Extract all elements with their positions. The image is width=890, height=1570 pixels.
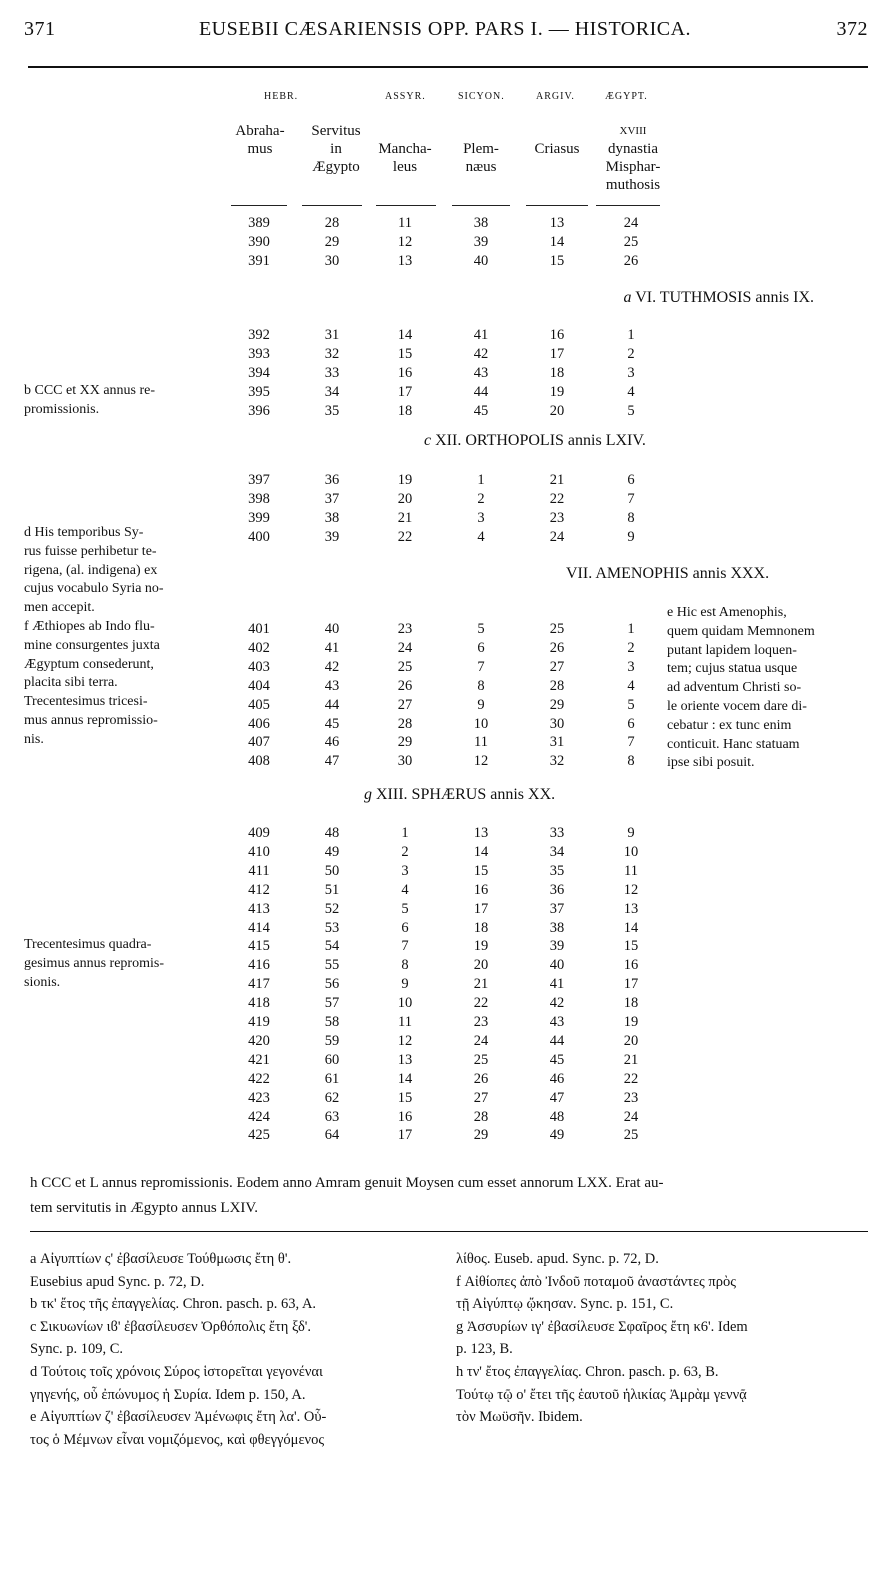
table-cell: 420: [248, 1032, 270, 1049]
table-cell: 26: [473, 1070, 489, 1087]
reign-marker-c: c XII. ORTHOPOLIS annis LXIV.: [424, 432, 646, 449]
table-cell: 60: [324, 1051, 340, 1068]
table-cell: 5: [627, 402, 635, 419]
footnote-line: g Ἀσσυρίων ιγ' ἐβασίλευσε Σφαῖρος ἔτη κ6'. Idem: [456, 1318, 748, 1335]
table-cell: 9: [627, 528, 635, 545]
table-cell: 20: [397, 490, 413, 507]
table-cell: 1: [627, 621, 635, 637]
table-cell: 11: [398, 215, 412, 231]
table-cell: 44: [324, 696, 340, 713]
table-cell: 11: [624, 862, 638, 879]
table-cell: 14: [623, 919, 639, 936]
table-cell: 45: [473, 402, 489, 419]
table-cell: 25: [397, 658, 413, 675]
page-number-right: 372: [836, 18, 868, 40]
table-cell: 412: [248, 881, 270, 898]
table-cell: 23: [397, 621, 413, 637]
table-cell: 41: [549, 976, 565, 993]
table-cell: 38: [549, 919, 565, 936]
table-cell: 35: [324, 402, 340, 419]
footnote-line: Τούτῳ τῷ ο' ἔτει τῆς ἑαυτοῦ ἡλικίας Ἀμρὰμ γεννᾷ: [456, 1386, 747, 1403]
table-cell: 17: [549, 345, 565, 362]
table-cell: 44: [473, 383, 489, 400]
table-cell: 30: [549, 715, 565, 732]
col-head-assyr: ASSYR.: [385, 91, 426, 102]
table-cell: 63: [324, 1108, 340, 1125]
table-cell: 32: [324, 345, 340, 362]
table-cell: 44: [549, 1032, 565, 1049]
table-cell: 1: [627, 327, 635, 343]
table-cell: 61: [324, 1070, 340, 1087]
table-cell: 418: [248, 995, 270, 1012]
table-cell: 34: [324, 383, 340, 400]
table-cell: 31: [549, 734, 565, 751]
table-cell: 37: [549, 900, 565, 917]
footnote-line: Eusebius apud Sync. p. 72, D.: [30, 1273, 205, 1290]
table-cell: 38: [473, 215, 489, 231]
header-dash: [596, 205, 660, 206]
table-cell: 398: [248, 490, 270, 507]
table-cell: 53: [324, 919, 340, 936]
table-cell: 4: [627, 677, 635, 694]
table-cell: 43: [473, 364, 489, 381]
table-cell: 22: [397, 528, 413, 545]
table-cell: 24: [623, 215, 639, 231]
table-cell: 17: [623, 976, 639, 993]
table-cell: 47: [549, 1089, 565, 1106]
table-cell: 1: [477, 472, 485, 488]
table-cell: 32: [549, 753, 565, 770]
table-cell: 8: [627, 509, 635, 526]
table-cell: 49: [324, 843, 340, 860]
table-cell: 49: [549, 1127, 565, 1144]
table-cell: 18: [473, 919, 489, 936]
table-cell: 30: [397, 753, 413, 770]
table-cell: 27: [473, 1089, 489, 1106]
table-cell: 28: [473, 1108, 489, 1125]
table-cell: 15: [623, 938, 639, 955]
footnote-line: e Αἰγυπτίων ζ' ἐβασίλευσεν Ἀμένωφις ἔτη λα'. Οὗ-: [30, 1409, 327, 1426]
table-cell: 421: [248, 1051, 270, 1068]
footnote-line: τῇ Αἰγύπτῳ ᾤκησαν. Sync. p. 151, C.: [456, 1296, 674, 1313]
table-cell: 51: [324, 881, 340, 898]
table-cell: 3: [477, 509, 485, 526]
table-cell: 29: [397, 734, 413, 751]
table-cell: 393: [248, 345, 270, 362]
header-rule: [28, 66, 868, 68]
header-dash: [376, 205, 436, 206]
table-cell: 22: [549, 490, 565, 507]
col-name-criasus: Criasus: [534, 141, 580, 157]
table-cell: 33: [549, 825, 565, 841]
table-cell: 422: [248, 1070, 270, 1087]
table-cell: 414: [248, 919, 270, 936]
table-cell: 3: [627, 364, 635, 381]
table-cell: 26: [623, 252, 639, 269]
table-cell: 22: [623, 1070, 639, 1087]
reign-marker-vii: VII. AMENOPHIS annis XXX.: [566, 565, 770, 582]
table-cell: 25: [549, 621, 565, 637]
table-cell: 45: [324, 715, 340, 732]
table-cell: 13: [397, 1051, 413, 1068]
table-cell: 28: [397, 715, 413, 732]
table-cell: 4: [477, 528, 485, 545]
table-cell: 25: [623, 233, 639, 250]
table-cell: 43: [549, 1014, 565, 1030]
table-cell: 407: [248, 734, 270, 751]
table-cell: 417: [248, 976, 270, 993]
table-cell: 24: [473, 1032, 489, 1049]
table-cell: 29: [473, 1127, 489, 1144]
table-cell: 5: [627, 696, 635, 713]
footnote-line: c Σικυωνίων ιϐ' ἐβασίλευσεν Ὀρθόπολις ἔτη ξδ'.: [30, 1318, 312, 1335]
table-cell: 14: [397, 327, 413, 343]
table-cell: 7: [627, 490, 635, 507]
table-cell: 29: [324, 233, 340, 250]
table-cell: 3: [627, 658, 635, 675]
reign-marker-g: g XIII. SPHÆRUS annis XX.: [364, 786, 556, 803]
footnotes-left: [30, 1248, 440, 1451]
table-cell: 5: [401, 900, 409, 917]
footnotes-right: [456, 1248, 868, 1429]
page-number-left: 371: [24, 18, 56, 40]
col-name-dynastia: XVIII dynastia Misphar- muthosis: [605, 125, 661, 193]
reign-marker-a: a VI. TUTHMOSIS annis IX.: [623, 289, 814, 306]
table-cell: 9: [401, 976, 409, 993]
table-cell: 28: [324, 215, 340, 231]
table-cell: 8: [477, 677, 485, 694]
table-cell: 410: [248, 843, 270, 860]
col-head-argiv: ARGIV.: [536, 91, 575, 102]
table-cell: 14: [549, 233, 565, 250]
margin-note-e: e Hic est Amenophis, quem quidam Memnonem putant lapidem loquen- tem; cujus statua usque ad adventum Christi so- le oriente vocem dare di- cebatur : ex tunc enim conticuit. Hanc statuam ipse sibi posuit.: [667, 605, 815, 771]
table-cell: 11: [474, 734, 488, 751]
table-cell: 3: [401, 862, 409, 879]
margin-note-b: b CCC et XX annus re- promissionis.: [24, 383, 156, 417]
footnote-line: f Αἰθίοπες ἀπὸ Ἰνδοῦ ποταμοῦ ἀναστάντες πρὸς: [456, 1273, 736, 1290]
table-cell: 400: [248, 528, 270, 545]
table-cell: 41: [324, 639, 340, 656]
table-cell: 7: [627, 734, 635, 751]
table-cell: 13: [623, 900, 639, 917]
table-cell: 39: [324, 528, 340, 545]
table-cell: 25: [473, 1051, 489, 1068]
table-cell: 20: [473, 957, 489, 974]
margin-note-d-f: d His temporibus Sy- rus fuisse perhibetur te- rigena, (al. indigena) ex cujus vocabulo Syria no- men accepit. f Æthiopes ab Indo flu- mine consurgentes juxta Ægyptum consederunt, placita sibi terra. Trecentesimus tricesi- mus annus repromissio- nis.: [24, 525, 164, 747]
header-dash: [526, 205, 588, 206]
footnote-line: τος ὁ Μέμνων εἶναι νομιζόμενος, καὶ φθεγγόμενος: [30, 1431, 325, 1448]
table-cell: 12: [397, 233, 413, 250]
footnote-line: d Τούτοις τοῖς χρόνοις Σύρος ἱστορεῖται γεγονέναι: [30, 1363, 323, 1380]
header-dash: [231, 205, 287, 206]
table-cell: 56: [324, 976, 340, 993]
table-cell: 6: [401, 919, 409, 936]
table-cell: 397: [248, 472, 270, 488]
table-cell: 38: [324, 509, 340, 526]
table-cell: 37: [324, 490, 340, 507]
footnote-rule: [30, 1231, 868, 1232]
table-cell: 47: [324, 753, 340, 770]
table-cell: 42: [549, 995, 565, 1012]
table-cell: 46: [324, 734, 340, 751]
table-cell: 13: [473, 825, 489, 841]
table-cell: 416: [248, 957, 270, 974]
table-cell: 21: [397, 509, 413, 526]
table-cell: 415: [248, 938, 270, 955]
table-cell: 8: [401, 957, 409, 974]
table-cell: 40: [324, 621, 340, 637]
table-cell: 16: [623, 957, 639, 974]
table-cell: 62: [324, 1089, 340, 1106]
table-cell: 424: [248, 1108, 270, 1125]
table-cell: 2: [477, 490, 485, 507]
table-cell: 389: [248, 215, 270, 231]
table-cell: 34: [549, 843, 565, 860]
table-cell: 33: [324, 364, 340, 381]
col-name-servitus: Servitus in Ægypto: [311, 123, 361, 175]
table-cell: 391: [248, 252, 270, 269]
table-cell: 2: [627, 345, 635, 362]
footnote-line: λίθος. Euseb. apud. Sync. p. 72, D.: [456, 1251, 659, 1267]
table-cell: 402: [248, 639, 270, 656]
table-cell: 19: [623, 1014, 639, 1030]
table-cell: 392: [248, 327, 270, 343]
table-cell: 43: [324, 677, 340, 694]
table-cell: 39: [473, 233, 489, 250]
col-name-abrahamus: Abraha- mus: [235, 123, 285, 157]
table-cell: 17: [473, 900, 489, 917]
running-title: EUSEBII CÆSARIENSIS OPP. PARS I. — HISTORICA.: [198, 18, 692, 40]
footnote-line: b τκ' ἔτος τῆς ἐπαγγελίας. Chron. pasch. p. 63, A.: [30, 1296, 317, 1313]
footnote-line: a Αἰγυπτίων ς' ἐβασίλευσε Τούθμωσις ἔτη θ'.: [30, 1251, 292, 1267]
table-cell: 26: [397, 677, 413, 694]
table-cell: 413: [248, 900, 270, 917]
table-cell: 15: [397, 345, 413, 362]
table-cell: 42: [473, 345, 489, 362]
table-cell: 13: [549, 215, 565, 231]
table-cell: 26: [549, 639, 565, 656]
col-head-aegypt: ÆGYPT.: [605, 91, 648, 102]
table-cell: 423: [248, 1089, 270, 1106]
table-cell: 13: [397, 252, 413, 269]
table-cell: 419: [248, 1014, 270, 1030]
table-cell: 15: [549, 252, 565, 269]
table-cell: 17: [397, 383, 413, 400]
table-cell: 4: [401, 881, 409, 898]
table-cell: 406: [248, 715, 270, 732]
table-cell: 20: [623, 1032, 639, 1049]
table-cell: 31: [324, 327, 340, 343]
table-cell: 16: [473, 881, 489, 898]
table-cell: 1: [401, 825, 409, 841]
table-cell: 24: [623, 1108, 639, 1125]
table-cell: 25: [623, 1127, 639, 1144]
table-cell: 16: [397, 364, 413, 381]
margin-note-quadragesimus: Trecentesimus quadra- gesimus annus repromis- sionis.: [24, 937, 164, 990]
table-cell: 2: [627, 639, 635, 656]
table-cell: 27: [397, 696, 413, 713]
table-cell: 16: [549, 327, 565, 343]
table-cell: 390: [248, 233, 270, 250]
table-cell: 21: [623, 1051, 639, 1068]
table-cell: 18: [397, 402, 413, 419]
table-cell: 7: [401, 938, 409, 955]
table-cell: 23: [623, 1089, 639, 1106]
table-cell: 19: [549, 383, 565, 400]
table-cell: 28: [549, 677, 565, 694]
table-cell: 10: [623, 843, 639, 860]
table-cell: 23: [473, 1014, 489, 1030]
col-name-mancha: Mancha- leus: [378, 141, 432, 175]
table-cell: 9: [627, 825, 635, 841]
table-cell: 411: [248, 862, 270, 879]
table-cell: 45: [549, 1051, 565, 1068]
header-dash: [302, 205, 362, 206]
table-cell: 20: [549, 402, 565, 419]
footnote-line: Sync. p. 109, C.: [30, 1341, 124, 1358]
table-cell: 403: [248, 658, 270, 675]
table-cell: 6: [477, 639, 485, 656]
table-cell: 21: [473, 976, 489, 993]
table-cell: 405: [248, 696, 270, 713]
table-cell: 2: [401, 843, 409, 860]
note-h: h CCC et L annus repromissionis. Eodem anno Amram genuit Moysen cum esset annorum LXX. Erat au- tem servitutis in Ægypto annus LXIV.: [30, 1175, 664, 1216]
table-cell: 409: [248, 825, 270, 841]
table-cell: 408: [248, 753, 270, 770]
table-cell: 30: [324, 252, 340, 269]
table-cell: 24: [549, 528, 565, 545]
table-cell: 48: [549, 1108, 565, 1125]
table-cell: 23: [549, 509, 565, 526]
table-cell: 27: [549, 658, 565, 675]
table-cell: 48: [324, 825, 340, 841]
table-cell: 404: [248, 677, 270, 694]
table-cell: 50: [324, 862, 340, 879]
table-cell: 57: [324, 995, 340, 1012]
table-cell: 41: [473, 327, 489, 343]
table-cell: 425: [248, 1127, 270, 1144]
footnote-line: h τν' ἔτος ἐπαγγελίας. Chron. pasch. p. 63, B.: [456, 1363, 719, 1380]
table-cell: 19: [397, 472, 413, 488]
footnote-line: p. 123, B.: [456, 1341, 513, 1358]
table-cell: 14: [473, 843, 489, 860]
table-cell: 18: [623, 995, 639, 1012]
table-cell: 401: [248, 621, 270, 637]
table-cell: 58: [324, 1014, 340, 1030]
table-cell: 399: [248, 509, 270, 526]
table-cell: 46: [549, 1070, 565, 1087]
table-cell: 10: [397, 995, 413, 1012]
header-dash: [452, 205, 510, 206]
table-cell: 6: [627, 715, 635, 732]
table-cell: 55: [324, 957, 340, 974]
table-cell: 52: [324, 900, 340, 917]
col-head-sicyon: SICYON.: [458, 91, 505, 102]
footnote-line: γηγενής, οὗ ἐπώνυμος ἡ Συρία. Idem p. 150, A.: [30, 1386, 306, 1403]
table-cell: 394: [248, 364, 270, 381]
table-cell: 17: [397, 1127, 413, 1144]
col-head-hebr: HEBR.: [264, 91, 299, 102]
table-cell: 40: [549, 957, 565, 974]
table-cell: 12: [473, 753, 489, 770]
table-cell: 42: [324, 658, 340, 675]
table-cell: 19: [473, 938, 489, 955]
table-cell: 5: [477, 621, 485, 637]
table-cell: 36: [324, 472, 340, 488]
table-cell: 6: [627, 472, 635, 488]
table-cell: 7: [477, 658, 485, 675]
table-cell: 16: [397, 1108, 413, 1125]
table-cell: 9: [477, 696, 485, 713]
table-cell: 11: [398, 1014, 412, 1030]
table-cell: 35: [549, 862, 565, 879]
table-cell: 10: [473, 715, 489, 732]
footnote-line: τὸν Μωϋσῆν. Ibidem.: [456, 1409, 583, 1426]
table-cell: 54: [324, 938, 340, 955]
table-cell: 39: [549, 938, 565, 955]
table-cell: 15: [397, 1089, 413, 1106]
table-cell: 59: [324, 1032, 340, 1049]
table-cell: 12: [623, 881, 639, 898]
col-name-plemnaeus: Plem- næus: [463, 141, 499, 175]
table-cell: 8: [627, 753, 635, 770]
table-cell: 12: [397, 1032, 413, 1049]
table-cell: 22: [473, 995, 489, 1012]
table-cell: 18: [549, 364, 565, 381]
table-cell: 15: [473, 862, 489, 879]
table-cell: 21: [549, 472, 565, 488]
table-cell: 14: [397, 1070, 413, 1087]
table-cell: 395: [248, 383, 270, 400]
table-cell: 4: [627, 383, 635, 400]
table-cell: 40: [473, 252, 489, 269]
table-cell: 36: [549, 881, 565, 898]
table-cell: 64: [324, 1127, 340, 1144]
table-cell: 24: [397, 639, 413, 656]
table-cell: 29: [549, 696, 565, 713]
table-cell: 396: [248, 402, 270, 419]
